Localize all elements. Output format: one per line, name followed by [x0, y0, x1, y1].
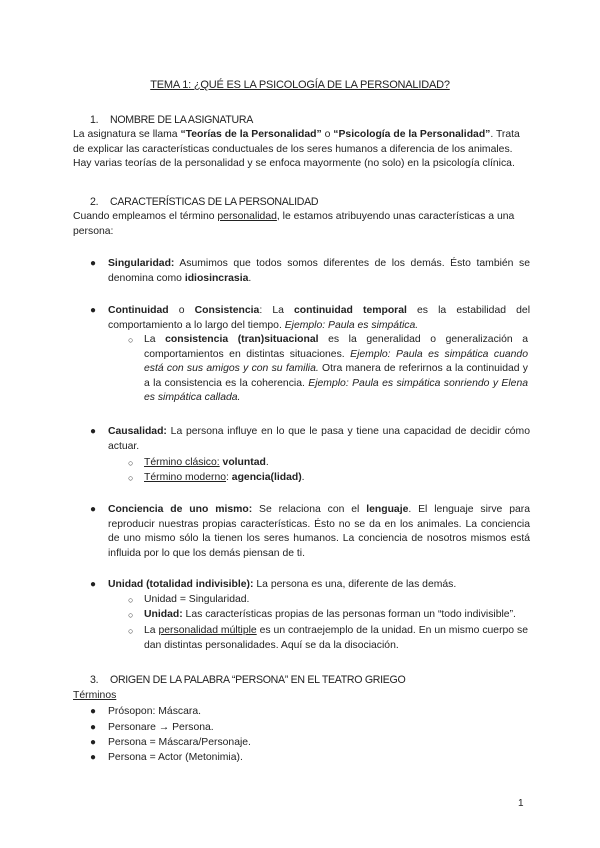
bullet-dot-icon: ● [90, 722, 97, 733]
text: Cuando empleamos el término [73, 211, 218, 222]
bullet-dot-icon: ● [90, 579, 97, 590]
list-item [90, 736, 530, 751]
list-item-text: Persona = Máscara/Personaje. [108, 737, 251, 748]
bold-text: Singularidad: [108, 258, 175, 269]
text: Las características propias de las personas forman un “todo indivisible”. [182, 609, 516, 620]
subbullet-personalidad-multiple [128, 624, 528, 653]
bold-text: Causalidad: [108, 426, 167, 437]
text: es la estabilidad del comportamiento a lo largo del tiempo. [108, 305, 530, 331]
underlined-text: personalidad [217, 211, 277, 222]
text: . [265, 457, 269, 468]
circle-bullet-icon: ○ [128, 335, 134, 345]
section-1-paragraph [73, 128, 529, 172]
section-3-number: 3. [90, 674, 99, 686]
subbullet-unidad-singularidad [128, 593, 528, 608]
list-item [90, 751, 530, 766]
text: La persona es una, diferente de las demás. [253, 579, 457, 590]
list-item [90, 721, 530, 736]
bold-text: agencia(lidad) [231, 472, 302, 483]
bold-text: Continuidad [108, 305, 169, 316]
section-1-title: NOMBRE DE LA ASIGNATURA [110, 114, 254, 126]
underlined-text: Término moderno [144, 472, 227, 483]
circle-bullet-icon: ○ [128, 626, 134, 636]
text: La [144, 625, 159, 636]
bullet-dot-icon: ● [90, 706, 97, 717]
bullet-causalidad [90, 425, 530, 454]
underlined-text: personalidad múltiple [158, 625, 257, 636]
text: La persona influye en lo que le pasa y tiene una capacidad de decidir cómo actuar. [108, 426, 530, 452]
bullet-dot-icon: ● [90, 258, 97, 269]
list-item-text: Persona = Actor (Metonimia). [108, 752, 243, 763]
bold-text: consistencia (tran)situacional [165, 334, 319, 345]
text: o [168, 305, 195, 316]
section-3-heading [90, 673, 405, 688]
section-2-title: CARACTERÍSTICAS DE LA PERSONALIDAD [110, 196, 319, 208]
bullet-continuidad [90, 304, 530, 333]
text: Otra manera de referirnos a la continuidad y a la consistencia es la coherencia. [144, 363, 528, 389]
text: . [301, 472, 305, 483]
circle-bullet-icon: ○ [128, 473, 134, 483]
bold-text: Unidad: [144, 609, 183, 620]
text: . Trata de explicar las características conductuales de los seres humanos a diferencia de los animales. Hay varias teorías de la personalidad y se enfoca mayormente (no solo) en la psicología clínica. [73, 129, 520, 170]
bold-text: continuidad temporal [294, 305, 407, 316]
list-item-text: Personare → Persona. [108, 722, 214, 733]
text: : La [259, 305, 295, 316]
circle-bullet-icon: ○ [128, 610, 134, 620]
section-1-number: 1. [90, 114, 99, 126]
text: es un contraejemplo de la unidad. En un mismo cuerpo se dan distintas personalidades. Aquí se da la disociación. [144, 625, 528, 651]
italic-text: Ejemplo: Paula es simpática sonriendo y Elena es simpática callada. [144, 377, 528, 404]
bullet-dot-icon: ● [90, 752, 97, 763]
bullet-dot-icon: ● [90, 737, 97, 748]
subbullet-consistencia [128, 333, 528, 406]
text: Asumimos que todos somos diferentes de los demás. Ésto también se denomina como [108, 258, 530, 284]
subbullet-termino-moderno [128, 471, 528, 486]
section-3-title: ORIGEN DE LA PALABRA “PERSONA” EN EL TEATRO GRIEGO [110, 674, 406, 686]
bold-text: “Teorías de la Personalidad” [180, 129, 322, 140]
bullet-singularidad [90, 257, 530, 286]
bold-text: Consistencia [194, 305, 260, 316]
text: : [226, 472, 232, 483]
list-item-text: Prósopon: Máscara. [108, 706, 201, 717]
text: o [321, 129, 334, 140]
bullet-dot-icon: ● [90, 305, 97, 316]
subbullet-unidad-todo [128, 608, 528, 623]
text: Unidad = Singularidad. [144, 594, 250, 605]
bullet-dot-icon: ● [90, 504, 97, 515]
list-item [90, 705, 530, 720]
text: , le estamos atribuyendo unas características a una persona: [73, 211, 515, 237]
bold-text: voluntad [222, 457, 266, 468]
text: . El lenguaje sirve para reproducir nuestras propias características. Ésto no se da en los animales. La conciencia de uno mismo sólo la tienen los seres humanos. La conciencia de nosotros mismos está influida por lo que los demás piensan de ti. [108, 504, 530, 559]
section-2-heading [90, 195, 318, 210]
bullet-dot-icon: ● [90, 426, 97, 437]
section-2-number: 2. [90, 196, 99, 208]
text: Se relaciona con el [252, 504, 367, 515]
circle-bullet-icon: ○ [128, 595, 134, 605]
circle-bullet-icon: ○ [128, 458, 134, 468]
text: La asignatura se llama [73, 129, 181, 140]
section-3-subheading: Términos [73, 690, 117, 701]
bullet-unidad [90, 578, 530, 593]
text: es la generalidad o generalización a comportamientos en distintas situaciones. [144, 334, 528, 360]
bold-text: “Psicología de la Personalidad” [333, 129, 491, 140]
underlined-text: Término clásico: [144, 457, 220, 468]
section-1-heading [90, 113, 253, 128]
page-number: 1 [518, 798, 524, 809]
text: La [144, 334, 166, 345]
section-2-intro [73, 210, 529, 239]
subbullet-termino-clasico [128, 456, 528, 471]
bold-text: lenguaje [366, 504, 409, 515]
bold-text: idiosincrasia [184, 272, 249, 284]
italic-text: Ejemplo: Paula es simpática. [284, 319, 419, 331]
bold-text: Unidad (totalidad indivisible): [108, 579, 254, 590]
page-title: TEMA 1: ¿QUÉ ES LA PSICOLOGÍA DE LA PERSONALIDAD? [150, 79, 450, 91]
italic-text: Ejemplo: Paula es simpática cuando está con sus amigos y con su familia. [144, 348, 528, 375]
bullet-conciencia [90, 503, 530, 561]
bold-text: Conciencia de uno mismo: [108, 504, 253, 515]
text: . [248, 272, 252, 284]
